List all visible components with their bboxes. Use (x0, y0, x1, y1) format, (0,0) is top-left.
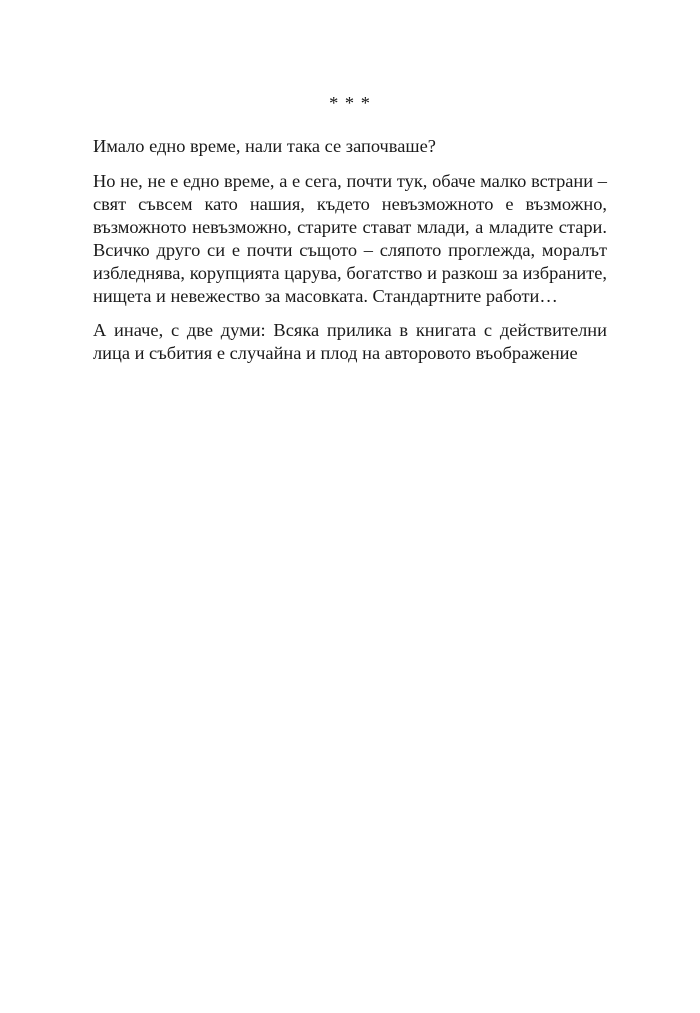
paragraph-disclaimer: А иначе, с две думи: Всяка прилика в книгата с действителни лица и събития е случайна и плод на авторовото въображение (93, 320, 607, 363)
paragraph-opening: Имало едно време, нали така се започваше? (93, 136, 436, 156)
section-separator: * * * (329, 93, 371, 113)
paragraph-world: Но не, не е едно време, а е сега, почти тук, обаче малко встрани – свят съвсем като нашия, където невъзможното е възможно, възможното невъзможно, старите стават млади, а младите стари. Всичко друго си е почти същото – сляпото проглежда, моралът избледнява, корупцията царува, богатство и разкош за избраните, нищета и невежество за масовката. Стандартните работи… (93, 171, 607, 306)
document-body (93, 92, 607, 376)
